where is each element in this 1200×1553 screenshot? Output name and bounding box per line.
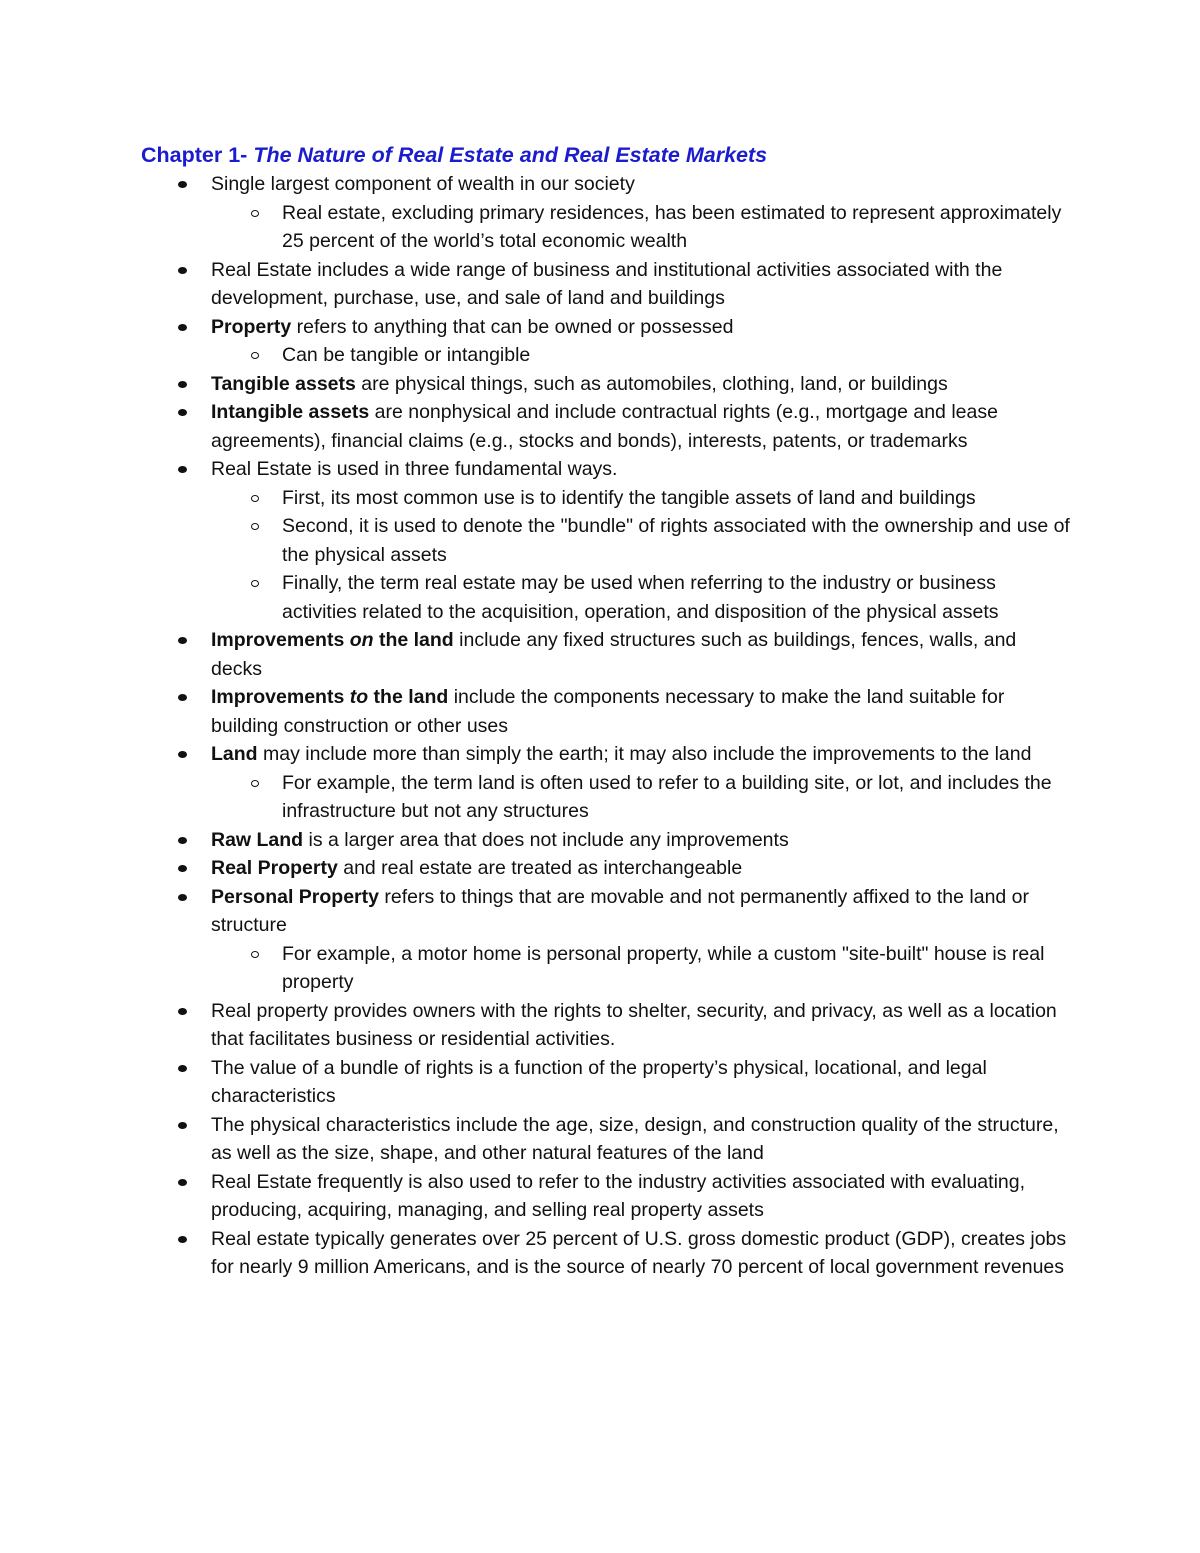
sub-list xyxy=(211,199,1071,256)
term-bold-italic: to xyxy=(349,686,369,708)
bullet-icon xyxy=(178,751,187,758)
list-item xyxy=(141,883,1071,997)
circle-bullet-icon xyxy=(251,951,259,958)
sub-list-item xyxy=(211,940,1071,997)
list-item xyxy=(141,170,1071,256)
sub-list-item-text: For example, the term land is often used to refer to a building site, or lot, and includes the infrastructure but not any structures xyxy=(282,771,1052,822)
list-item xyxy=(141,455,1071,626)
sub-list-item xyxy=(211,569,1071,626)
bullet-icon xyxy=(178,894,187,901)
bullet-icon xyxy=(178,1065,187,1072)
bullet-icon xyxy=(178,694,187,701)
term-description: refers to anything that can be owned or possessed xyxy=(291,315,734,338)
list-item-text xyxy=(211,683,1071,740)
list-item-text: Real Estate includes a wide range of business and institutional activities associated with the development, purchase, use, and sale of land and buildings xyxy=(211,258,1003,309)
sub-list-item xyxy=(211,341,1071,370)
list-item xyxy=(141,854,1071,883)
bullet-icon xyxy=(178,1008,187,1015)
term-bold: Intangible assets xyxy=(211,401,370,423)
term-description: and real estate are treated as interchangeable xyxy=(337,857,743,879)
list-item xyxy=(141,997,1071,1054)
list-item-text: Real property provides owners with the rights to shelter, security, and privacy, as well as a location that facilitates business or residential activities. xyxy=(211,999,1057,1050)
list-item xyxy=(141,1054,1071,1111)
bullet-icon xyxy=(178,381,187,388)
list-item xyxy=(141,826,1071,855)
term-description: refers to things that are movable and not permanently affixed to the land or structure xyxy=(211,885,1030,936)
circle-bullet-icon xyxy=(251,210,259,217)
circle-bullet-icon xyxy=(251,580,259,587)
term-bold-part: Improvements xyxy=(211,686,350,708)
document-page xyxy=(141,140,1071,1282)
sub-list xyxy=(211,341,1071,370)
list-item-text xyxy=(211,398,1071,455)
circle-bullet-icon xyxy=(251,495,259,502)
list-item xyxy=(141,740,1071,826)
term-description: is a larger area that does not include any improvements xyxy=(303,828,789,851)
list-item xyxy=(141,313,1071,370)
sub-list-item xyxy=(211,484,1071,513)
term-bold: Land xyxy=(211,743,258,765)
bullet-icon xyxy=(178,324,187,331)
circle-bullet-icon xyxy=(251,780,259,787)
sub-list xyxy=(211,769,1071,826)
circle-bullet-icon xyxy=(251,352,259,359)
sub-list-item-text: Real estate, excluding primary residences, has been estimated to represent approximately 25 percent of the world’s total economic wealth xyxy=(282,201,1062,252)
list-item xyxy=(141,1168,1071,1225)
bullet-icon xyxy=(178,1236,187,1243)
bullet-icon xyxy=(178,409,187,416)
bullet-icon xyxy=(178,267,187,274)
list-item-text xyxy=(211,826,1071,855)
term-bold xyxy=(211,629,454,651)
term-description: include the components necessary to make the land suitable for building construction or other uses xyxy=(211,686,1005,737)
sub-list-item-text: First, its most common use is to identify the tangible assets of land and buildings xyxy=(282,486,976,509)
list-item-text xyxy=(211,883,1071,940)
sub-list-item-text: For example, a motor home is personal property, while a custom "site-built" house is real property xyxy=(282,942,1045,993)
list-item-text: The value of a bundle of rights is a function of the property’s physical, locational, and legal characteristics xyxy=(211,1056,987,1107)
bullet-icon xyxy=(178,1122,187,1129)
list-item xyxy=(141,256,1071,313)
sub-list-item-text: Finally, the term real estate may be used when referring to the industry or business activities related to the acquisition, operation, and disposition of the physical assets xyxy=(282,572,999,623)
list-item-text: Real Estate frequently is also used to refer to the industry activities associated with evaluating, producing, acquiring, managing, and selling real property assets xyxy=(211,1170,1026,1221)
term-description: include any fixed structures such as buildings, fences, walls, and decks xyxy=(211,629,1017,680)
bullet-icon xyxy=(178,837,187,844)
bullet-icon xyxy=(178,466,187,473)
list-item-text: Real estate typically generates over 25 percent of U.S. gross domestic product (GDP), creates jobs for nearly 9 million Americans, and is the source of nearly 70 percent of local government revenues xyxy=(211,1227,1067,1278)
list-item-text: The physical characteristics include the age, size, design, and construction quality of the structure, as well as the size, shape, and other natural features of the land xyxy=(211,1113,1059,1164)
term-bold: Real Property xyxy=(211,857,338,879)
chapter-title-prefix: Chapter 1- xyxy=(141,143,254,167)
term-description: are physical things, such as automobiles, clothing, land, or buildings xyxy=(355,372,948,395)
list-item-text xyxy=(211,313,1071,342)
list-item xyxy=(141,683,1071,740)
list-item-text xyxy=(211,370,1071,399)
term-description: are nonphysical and include contractual rights (e.g., mortgage and lease agreements), financial claims (e.g., stocks and bonds), interests, patents, or trademarks xyxy=(211,401,998,452)
sub-list-item-text: Second, it is used to denote the "bundle" of rights associated with the ownership and use of the physical assets xyxy=(282,515,1070,566)
chapter-title-subtitle: The Nature of Real Estate and Real Estate Markets xyxy=(253,143,768,167)
bullet-icon xyxy=(178,181,187,188)
list-item-text: Real Estate is used in three fundamental ways. xyxy=(211,458,618,480)
list-item-text xyxy=(211,740,1071,769)
bullet-icon xyxy=(178,637,187,644)
list-item xyxy=(141,1225,1071,1282)
list-item-text: Single largest component of wealth in our society xyxy=(211,173,635,195)
term-description: may include more than simply the earth; it may also include the improvements to the land xyxy=(257,743,1032,765)
term-bold-part: Improvements xyxy=(211,629,350,651)
term-bold-part: the land xyxy=(368,686,449,708)
bullet-icon xyxy=(178,865,187,872)
list-item xyxy=(141,398,1071,455)
sub-list xyxy=(211,484,1071,627)
list-item xyxy=(141,370,1071,399)
term-bold-part: the land xyxy=(373,629,454,651)
list-item-text xyxy=(211,626,1071,683)
term-bold-italic: on xyxy=(349,629,374,651)
sub-list-item xyxy=(211,769,1071,826)
sub-list-item xyxy=(211,199,1071,256)
sub-list-item-text: Can be tangible or intangible xyxy=(282,344,531,366)
chapter-title xyxy=(141,140,1071,170)
sub-list xyxy=(211,940,1071,997)
circle-bullet-icon xyxy=(251,523,259,530)
list-item xyxy=(141,1111,1071,1168)
term-bold: Tangible assets xyxy=(211,372,356,395)
term-bold xyxy=(211,686,448,708)
notes-list xyxy=(141,170,1071,1282)
term-bold: Raw Land xyxy=(211,828,304,851)
list-item-text xyxy=(211,854,1071,883)
term-bold: Property xyxy=(211,315,292,338)
list-item xyxy=(141,626,1071,683)
sub-list-item xyxy=(211,512,1071,569)
term-bold: Personal Property xyxy=(211,885,379,908)
bullet-icon xyxy=(178,1179,187,1186)
